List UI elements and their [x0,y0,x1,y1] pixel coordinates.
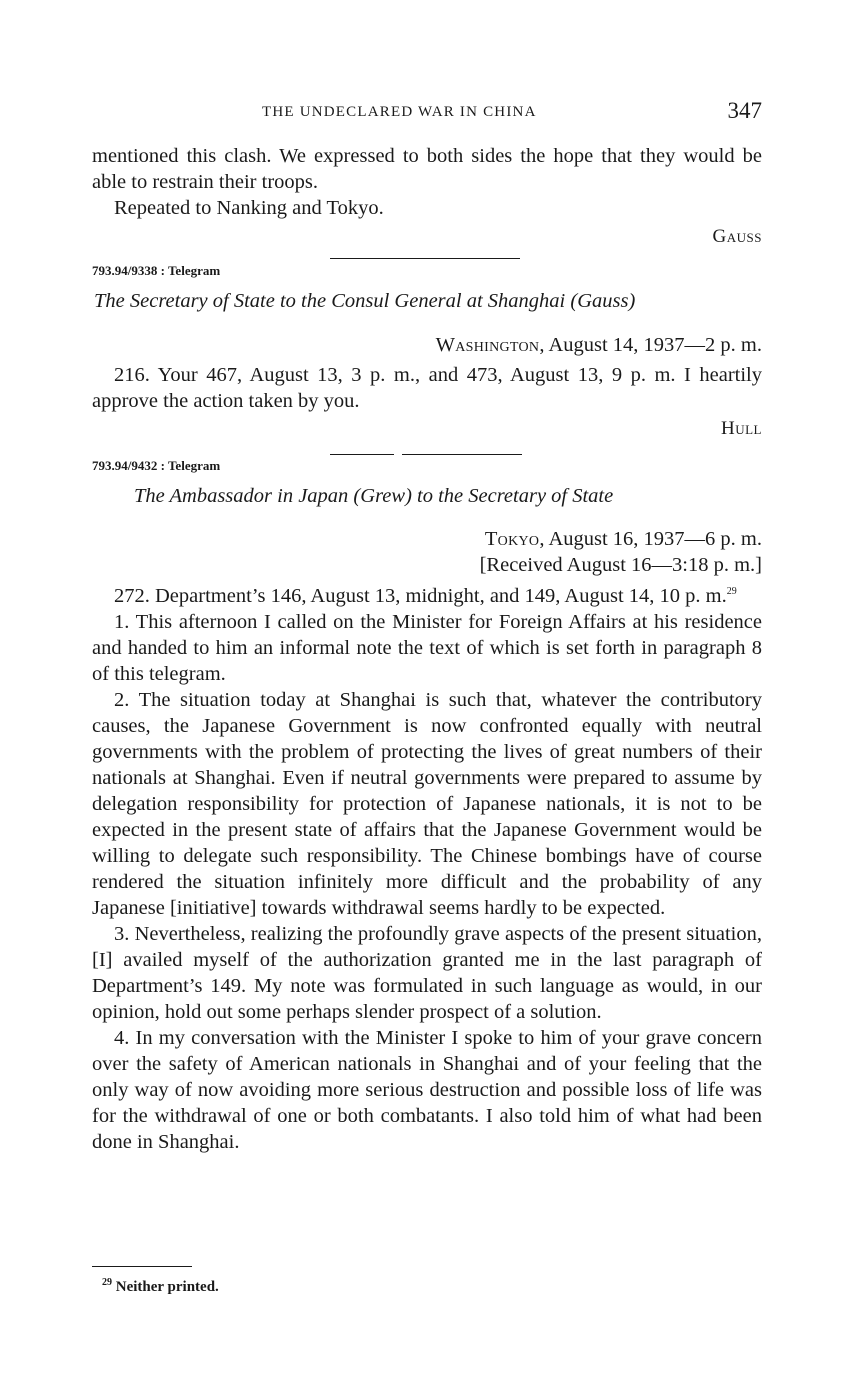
telegram-1-body [92,362,762,414]
paragraph-1: 1. This afternoon I called on the Minister for Foreign Affairs at his residence and handed to him an informal note the text of which is set forth in paragraph 8 of this telegram. [92,611,762,685]
received-line: [Received August 16—3:18 p. m.] [479,554,762,576]
title-1-name: Gauss [577,290,629,312]
intro-text: 272. Department’s 146, August 13, midnight, and 149, August 14, 10 p. m. [114,585,727,607]
footnote-marker: 29 [102,1277,112,1288]
signature-hull: Hull [721,418,762,439]
paragraph-3: 3. Nevertheless, realizing the profoundly grave aspects of the present situation, [I] availed myself of the authorization granted me in the last paragraph of Department’s 149. My note was formulated in such language as would, in our opinion, hold out some perhaps slender prospect of a solution. [92,923,762,1023]
dateline-1 [436,334,762,357]
dateline-1-place: Washington [435,334,540,356]
dateline-2-date: , August 16, 1937—6 p. m. [539,528,762,550]
dateline-1-date: , August 14, 1937—2 p. m. [539,334,762,356]
title-2-part-b: ) to the Secretary of State [405,485,614,507]
telegram-272-intro [92,583,762,609]
footnote-rule [92,1266,192,1267]
title-1-part-b: ) [628,290,636,312]
document-title-2 [134,485,613,508]
dateline-2 [485,528,762,551]
file-reference-1: 793.94/9338 : Telegram [92,263,221,278]
title-2-part-a: The Ambassador in Japan ( [134,485,361,507]
file-reference-2: 793.94/9432 : Telegram [92,458,221,473]
running-title: THE UNDECLARED WAR IN CHINA [262,104,537,120]
page-header [92,98,762,128]
divider-short-a [330,454,394,455]
divider-short-b [402,454,522,455]
footnote [102,1279,219,1296]
footnote-ref: 29 [726,586,737,598]
document-page [92,0,762,1380]
telegram-216: 216. Your 467, August 13, 3 p. m., and 473, August 13, 9 p. m. I heartily approve the action taken by you. [92,364,762,412]
section-divider [330,258,520,259]
document-title-1 [94,290,635,313]
dateline-2-place: Tokyo [484,528,540,550]
continuation-paragraph: mentioned this clash. We expressed to both sides the hope that they would be able to restrain their troops. [92,145,762,193]
footnote-text: Neither printed. [115,1279,219,1295]
paragraph-4: 4. In my conversation with the Minister I spoke to him of your grave concern over the safety of American nationals in Shanghai and of your feeling that the only way of now avoiding more serious destruction and possible loss of life was for the withdrawal of one or both combatants. I also told him of what had been done in Shanghai. [92,1027,762,1153]
signature-gauss: Gauss [712,226,762,247]
continuation-text [92,143,762,221]
telegram-2-body [92,583,762,1155]
page-number: 347 [727,98,762,123]
title-1-part-a: The Secretary of State to the Consul General at Shanghai ( [94,290,578,312]
title-2-name: Grew [360,485,406,507]
paragraph-2: 2. The situation today at Shanghai is such that, whatever the contributory causes, the Japanese Government is now confronted equally with neutral governments with the problem of protecting the lives of great numbers of their nationals at Shanghai. Even if neutral governments were prepared to assume by delegation responsibility for protection of Japanese nationals, it is not to be expected in the present state of affairs that the Japanese Government would be willing to delegate such responsibility. The Chinese bombings have of course rendered the situation infinitely more difficult and the probability of any Japanese [initiative] towards withdrawal seems hardly to be expected. [92,689,762,919]
repeated-line: Repeated to Nanking and Tokyo. [114,197,384,219]
